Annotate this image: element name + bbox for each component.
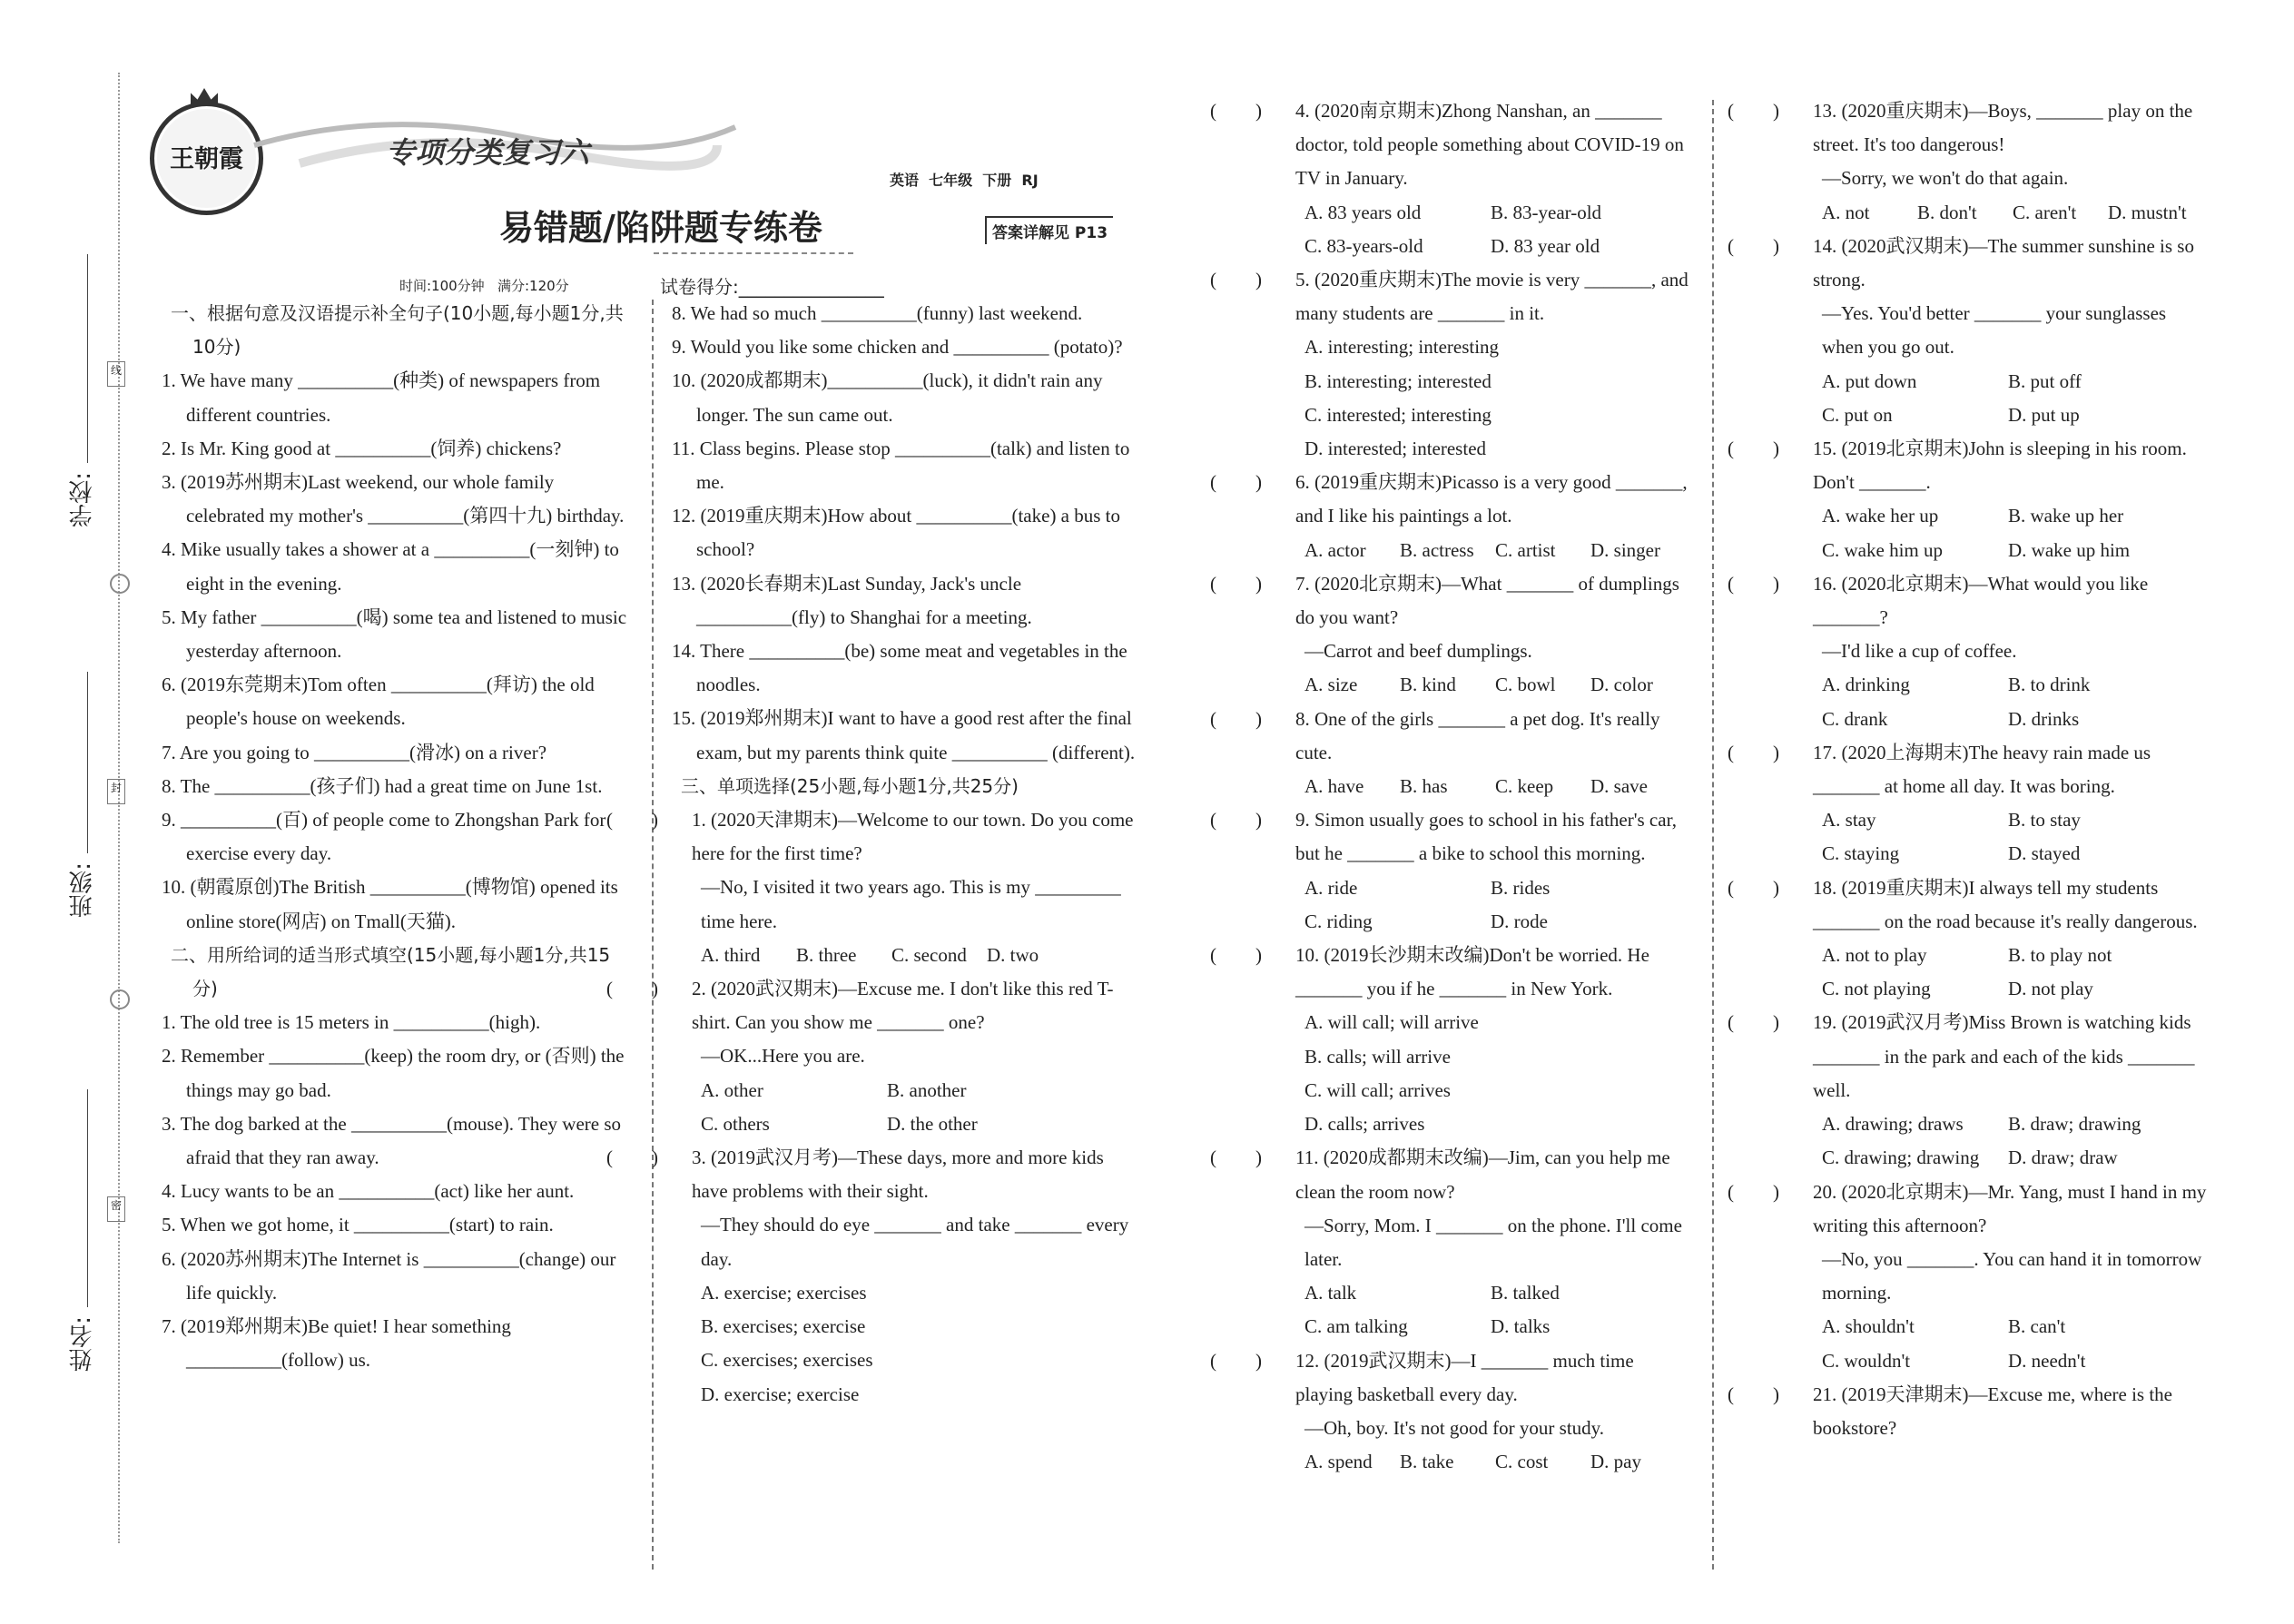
class-underline xyxy=(87,672,88,853)
school-underline xyxy=(87,254,88,463)
dialogue-line: —I'd like a cup of coffee. xyxy=(1822,640,2017,663)
answer-option[interactable]: C. keep xyxy=(1495,775,1554,798)
mcq-text: 16. (2020北京期末)—What would you like _______? xyxy=(1813,572,2149,629)
answer-option[interactable]: B. kind xyxy=(1400,674,1456,696)
answer-option[interactable]: A. not to play xyxy=(1822,944,1927,967)
answer-option[interactable]: D. drinks xyxy=(2008,707,2080,730)
answer-bracket[interactable]: ( ) xyxy=(1728,230,1748,297)
answer-options-row xyxy=(1793,534,2210,567)
test-score-field[interactable]: 试卷得分:________________ xyxy=(660,276,884,298)
answer-bracket-close: ) xyxy=(1773,572,1779,595)
question-item: 13. (2020长春期末)Last Sunday, Jack's uncle __________(fly) to Shanghai for a meeting. xyxy=(672,572,1032,628)
answer-bracket[interactable]: ( ) xyxy=(1210,94,1230,196)
dialogue-line: —They should do eye _______ and take _______ every day. xyxy=(701,1214,1129,1270)
mcq-text: 3. (2019武汉月考)—These days, more and more kids have problems with their sight. xyxy=(692,1147,1104,1203)
answer-option[interactable]: A. spend xyxy=(1305,1451,1373,1473)
answer-bracket[interactable]: ( ) xyxy=(1210,466,1230,533)
answer-bracket[interactable]: ( ) xyxy=(1728,432,1748,499)
answer-option[interactable]: B. to stay xyxy=(2008,809,2081,832)
mcq-text: 11. (2020成都期末改编)—Jim, can you help me clean the room now? xyxy=(1295,1147,1670,1203)
section-heading: 一、根据句意及汉语提示补全句子(10小题,每小题1分,共10分) xyxy=(171,302,624,359)
column-1 xyxy=(162,297,632,1378)
mcq-question xyxy=(1728,432,2210,499)
question-item: 6. (2019东莞期末)Tom often __________(拜访) the old people's house on weekends. xyxy=(162,674,595,730)
column-2 xyxy=(606,297,1142,1412)
answer-option[interactable]: A. third xyxy=(701,943,761,966)
mcq-text: 14. (2020武汉期末)—The summer sunshine is so strong. xyxy=(1813,234,2194,291)
answer-options-row xyxy=(1275,770,1693,803)
question-item: 7. Are you going to __________(滑冰) on a river? xyxy=(162,741,547,763)
answer-option[interactable]: C. interested; interesting xyxy=(1305,403,1492,426)
answer-option[interactable]: A. drawing; draws xyxy=(1822,1113,1964,1136)
answer-options-row xyxy=(1793,837,2210,871)
answer-bracket-close: ) xyxy=(1255,100,1262,122)
column-divider-2 xyxy=(1712,100,1714,1570)
answer-option[interactable]: C. not playing xyxy=(1822,978,1931,1000)
logo-crown-icon xyxy=(191,88,218,104)
answer-bracket[interactable]: ( ) xyxy=(1728,1006,1748,1107)
answer-bracket[interactable]: ( ) xyxy=(1210,1344,1230,1412)
answer-options-row xyxy=(1793,365,2210,399)
mcq-question xyxy=(1210,567,1693,635)
answer-option[interactable]: D. save xyxy=(1590,775,1648,798)
answer-bracket[interactable]: ( ) xyxy=(1210,703,1230,770)
answer-options-row xyxy=(1793,1107,2210,1141)
mcq-question xyxy=(1210,1344,1693,1412)
question-item: 2. Is Mr. King good at __________(饲养) chickens? xyxy=(162,437,562,459)
series-title: 专项分类复习六 xyxy=(386,135,590,170)
question-item: 4. Lucy wants to be an __________(act) like her aunt. xyxy=(162,1180,575,1203)
question-item: 10. (朝霞原创)The British __________(博物馆) opened its online store(网店) on Tmall(天猫). xyxy=(162,876,618,932)
dialogue-line: —No, I visited it two years ago. This is my _________ time here. xyxy=(701,876,1121,932)
answer-option[interactable]: C. exercises; exercises xyxy=(701,1349,873,1372)
answer-reference-box: 答案详解见 P13 xyxy=(985,216,1113,244)
answer-option[interactable]: C. staying xyxy=(1822,842,1900,865)
mcq-text: 20. (2020北京期末)—Mr. Yang, must I hand in my writing this afternoon? xyxy=(1813,1180,2207,1236)
section-heading: 三、单项选择(25小题,每小题1分,共25分) xyxy=(681,774,1019,797)
answer-options-row xyxy=(1275,1445,1693,1479)
answer-option[interactable]: A. size xyxy=(1305,674,1358,696)
answer-option[interactable]: D. singer xyxy=(1590,538,1660,561)
answer-bracket[interactable]: ( ) xyxy=(606,972,626,1039)
answer-option[interactable]: B. wake up her xyxy=(2008,505,2124,527)
answer-option[interactable]: B. don't xyxy=(1917,201,1977,223)
mcq-question xyxy=(1210,939,1693,1006)
answer-options-row xyxy=(1793,703,2210,736)
answer-bracket[interactable]: ( ) xyxy=(1210,567,1230,635)
mcq-question xyxy=(1728,736,2210,803)
question-item: 1. We have many __________(种类) of newspapers from different countries. xyxy=(162,369,601,426)
answer-options-row xyxy=(1275,668,1693,702)
question-item: 11. Class begins. Please stop __________(talk) and listen to me. xyxy=(672,437,1130,494)
mcq-text: 8. One of the girls _______ a pet dog. It's really cute. xyxy=(1295,707,1660,763)
answer-option[interactable]: D. wake up him xyxy=(2008,538,2131,561)
answer-bracket-close: ) xyxy=(1255,809,1262,832)
answer-option[interactable]: D. pay xyxy=(1590,1451,1641,1473)
answer-options-row xyxy=(1793,196,2210,230)
answer-option[interactable]: C. riding xyxy=(1305,910,1373,932)
answer-option[interactable]: B. rides xyxy=(1491,876,1551,899)
answer-option[interactable]: C. am talking xyxy=(1305,1315,1408,1338)
answer-option[interactable]: A. stay xyxy=(1822,809,1876,832)
dialogue-line: —No, you _______. You can hand it in tomorrow morning. xyxy=(1822,1247,2202,1304)
answer-option[interactable]: A. shouldn't xyxy=(1822,1315,1915,1338)
column-divider-1 xyxy=(652,300,654,1570)
question-item: 10. (2020成都期末)__________(luck), it didn't rain any longer. The sun came out. xyxy=(672,369,1103,426)
answer-options-row xyxy=(1275,1276,1693,1310)
mcq-question xyxy=(1210,1141,1693,1208)
answer-bracket[interactable]: ( ) xyxy=(1728,1378,1748,1445)
binding-hole-2 xyxy=(110,989,130,1009)
answer-bracket[interactable]: ( ) xyxy=(1728,94,1748,162)
answer-options-row xyxy=(1793,939,2210,972)
dialogue-line: —Sorry, Mom. I _______ on the phone. I'll come later. xyxy=(1305,1214,1682,1270)
answer-bracket[interactable]: ( ) xyxy=(1728,567,1748,635)
mcq-question xyxy=(1210,803,1693,871)
answer-options-row xyxy=(1793,972,2210,1006)
answer-option[interactable]: B. 83-year-old xyxy=(1491,201,1602,223)
answer-options-row xyxy=(1793,1310,2210,1343)
answer-option[interactable]: D. needn't xyxy=(2008,1349,2086,1372)
answer-option[interactable]: B. interesting; interested xyxy=(1305,369,1492,392)
mcq-question xyxy=(1210,263,1693,330)
question-item: 9. __________(百) of people come to Zhongshan Park for exercise every day. xyxy=(162,809,606,865)
answer-bracket-close: ) xyxy=(652,809,658,832)
mcq-question xyxy=(606,972,1142,1039)
answer-bracket-close: ) xyxy=(1773,1180,1779,1203)
answer-bracket-close: ) xyxy=(652,978,658,1000)
mcq-question xyxy=(1210,703,1693,770)
answer-bracket[interactable]: ( ) xyxy=(1210,1141,1230,1208)
answer-options-row xyxy=(1793,803,2210,837)
mcq-question xyxy=(1728,1006,2210,1107)
answer-bracket[interactable]: ( ) xyxy=(606,803,626,871)
section-heading: 二、用所给词的适当形式填空(15小题,每小题1分,共15分) xyxy=(171,943,611,1000)
answer-bracket-close: ) xyxy=(1255,1147,1262,1169)
question-item: 7. (2019郑州期末)Be quiet! I hear something __________(follow) us. xyxy=(162,1315,511,1372)
dialogue-line: —Carrot and beef dumplings. xyxy=(1305,640,1532,663)
question-item: 1. The old tree is 15 meters in __________(high). xyxy=(162,1011,541,1034)
mcq-question xyxy=(1728,567,2210,635)
dialogue-line: —Oh, boy. It's not good for your study. xyxy=(1305,1416,1605,1439)
mcq-text: 10. (2019长沙期末改编)Don't be worried. He _______ you if he _______ in New York. xyxy=(1295,944,1649,1000)
answer-option[interactable]: D. interested; interested xyxy=(1305,438,1487,460)
mcq-text: 13. (2020重庆期末)—Boys, _______ play on the street. It's too dangerous! xyxy=(1813,100,2193,156)
answer-option[interactable]: C. artist xyxy=(1495,538,1556,561)
mcq-text: 19. (2019武汉月考)Miss Brown is watching kids _______ in the park and each of the kids _______ well. xyxy=(1813,1011,2195,1101)
answer-option[interactable]: B. can't xyxy=(2008,1315,2066,1338)
answer-option[interactable]: C. 83-years-old xyxy=(1305,234,1423,257)
answer-bracket[interactable]: ( ) xyxy=(1210,939,1230,1006)
seal-box-line: 线 xyxy=(107,361,125,387)
mcq-question xyxy=(1728,1378,2210,1445)
mcq-text: 18. (2019重庆期末)I always tell my students _______ on the road because it's really dangerous. xyxy=(1813,876,2198,932)
answer-bracket-close: ) xyxy=(1255,707,1262,730)
answer-option[interactable]: B. has xyxy=(1400,775,1448,798)
name-underline xyxy=(87,1089,88,1307)
binding-hole-1 xyxy=(110,574,130,594)
answer-option[interactable]: C. aren't xyxy=(2013,201,2077,223)
answer-option[interactable]: A. 83 years old xyxy=(1305,201,1422,223)
answer-bracket-close: ) xyxy=(652,1147,658,1169)
answer-bracket[interactable]: ( ) xyxy=(1210,263,1230,330)
answer-option[interactable]: D. rode xyxy=(1491,910,1548,932)
answer-option[interactable]: B. another xyxy=(887,1078,967,1101)
question-item: 12. (2019重庆期末)How about __________(take) a bus to school? xyxy=(672,505,1121,561)
answer-bracket[interactable]: ( ) xyxy=(1210,803,1230,871)
answer-option[interactable]: D. the other xyxy=(887,1112,978,1135)
mcq-text: 12. (2019武汉期末)—I _______ much time playing basketball every day. xyxy=(1295,1349,1634,1405)
mcq-text: 6. (2019重庆期末)Picasso is a very good _______, and I like his paintings a lot. xyxy=(1295,471,1688,527)
answer-option[interactable]: A. talk xyxy=(1305,1282,1357,1304)
answer-option[interactable]: D. two xyxy=(987,943,1039,966)
answer-option[interactable]: B. calls; will arrive xyxy=(1305,1045,1451,1068)
answer-option[interactable]: C. will call; arrives xyxy=(1305,1078,1451,1101)
answer-option[interactable]: B. exercises; exercise xyxy=(701,1315,866,1338)
answer-option[interactable]: A. interesting; interesting xyxy=(1305,336,1500,359)
answer-bracket-close: ) xyxy=(1773,234,1779,257)
answer-option[interactable]: A. wake her up xyxy=(1822,505,1939,527)
answer-option[interactable]: D. color xyxy=(1590,674,1653,696)
answer-option[interactable]: D. talks xyxy=(1491,1315,1551,1338)
answer-options-row xyxy=(672,939,1142,972)
answer-bracket-close: ) xyxy=(1255,944,1262,967)
answer-options-row xyxy=(1275,871,1693,905)
seal-box-seal: 封 xyxy=(107,779,125,804)
answer-option[interactable]: A. other xyxy=(701,1078,763,1101)
question-item: 5. My father __________(喝) some tea and listened to music yesterday afternoon. xyxy=(162,605,627,663)
question-item: 3. The dog barked at the __________(mouse). They were so afraid that they ran away. xyxy=(162,1112,622,1169)
answer-option[interactable]: B. talked xyxy=(1491,1282,1560,1304)
answer-option[interactable]: C. wouldn't xyxy=(1822,1349,1911,1372)
answer-bracket-close: ) xyxy=(1773,1011,1779,1034)
answer-options-row xyxy=(1793,1141,2210,1175)
answer-option[interactable]: D. not play xyxy=(2008,978,2093,1000)
answer-options-row xyxy=(1275,534,1693,567)
answer-bracket-close: ) xyxy=(1773,876,1779,899)
question-item: 9. Would you like some chicken and __________ (potato)? xyxy=(672,336,1123,359)
answer-option[interactable]: A. have xyxy=(1305,775,1364,798)
mcq-text: 5. (2020重庆期末)The movie is very _______, and many students are _______ in it. xyxy=(1295,269,1689,325)
answer-option[interactable]: D. put up xyxy=(2008,403,2080,426)
answer-option[interactable]: D. stayed xyxy=(2008,842,2081,865)
mcq-question xyxy=(1728,1176,2210,1243)
mcq-text: 1. (2020天津期末)—Welcome to our town. Do you come here for the first time? xyxy=(692,809,1134,865)
answer-option[interactable]: C. drawing; drawing xyxy=(1822,1147,1980,1169)
question-item: 8. We had so much __________(funny) last weekend. xyxy=(672,302,1083,324)
answer-options-row xyxy=(1793,399,2210,432)
answer-bracket-close: ) xyxy=(1255,471,1262,494)
answer-option[interactable]: C. wake him up xyxy=(1822,538,1943,561)
answer-options-row xyxy=(672,1107,1142,1141)
answer-option[interactable]: B. to drink xyxy=(2008,674,2091,696)
dialogue-line: —Yes. You'd better _______ your sunglasses when you go out. xyxy=(1822,302,2167,359)
mcq-text: 21. (2019天津期末)—Excuse me, where is the bookstore? xyxy=(1813,1383,2172,1439)
answer-option[interactable]: C. second xyxy=(891,943,967,966)
mcq-question xyxy=(1728,94,2210,162)
answer-bracket[interactable]: ( ) xyxy=(606,1141,626,1208)
answer-option[interactable]: D. exercise; exercise xyxy=(701,1383,860,1405)
answer-option[interactable]: A. not xyxy=(1822,201,1870,223)
mcq-text: 2. (2020武汉期末)—Excuse me. I don't like this red T-shirt. Can you show me _______ one? xyxy=(692,978,1114,1034)
answer-option[interactable]: B. take xyxy=(1400,1451,1454,1473)
mcq-text: 4. (2020南京期末)Zhong Nanshan, an _______ doctor, told people something about COVID-19 on TV in January. xyxy=(1295,100,1684,190)
question-item: 15. (2019郑州期末)I want to have a good rest after the final exam, but my parents think quite __________ (different). xyxy=(672,707,1136,763)
answer-option[interactable]: A. actor xyxy=(1305,538,1366,561)
dialogue-line: —Sorry, we won't do that again. xyxy=(1822,167,2069,190)
mcq-question xyxy=(1210,466,1693,533)
answer-options-row xyxy=(1793,499,2210,533)
mcq-question xyxy=(606,1141,1142,1208)
question-item: 8. The __________(孩子们) had a great time on June 1st. xyxy=(162,774,603,797)
mcq-text: 7. (2020北京期末)—What _______ of dumplings do you want? xyxy=(1295,572,1679,629)
main-title: 易错题/陷阱题专练卷 xyxy=(499,207,822,248)
answer-bracket-close: ) xyxy=(1773,1383,1779,1405)
binding-dotted-line xyxy=(118,73,120,1543)
answer-option[interactable]: C. drank xyxy=(1822,707,1888,730)
answer-bracket-close: ) xyxy=(1773,438,1779,460)
answer-options-row xyxy=(672,1074,1142,1107)
answer-bracket-close: ) xyxy=(1255,1349,1262,1372)
answer-option[interactable]: C. bowl xyxy=(1495,674,1556,696)
mcq-text: 15. (2019北京期末)John is sleeping in his room. Don't _______. xyxy=(1813,438,2187,494)
mcq-text: 9. Simon usually goes to school in his father's car, but he _______ a bike to school this morning. xyxy=(1295,809,1677,865)
class-label: 班级: xyxy=(69,862,96,918)
answer-bracket-close: ) xyxy=(1773,741,1779,763)
answer-option[interactable]: A. will call; will arrive xyxy=(1305,1011,1479,1034)
answer-option[interactable]: A. ride xyxy=(1305,876,1358,899)
dialogue-line: —OK...Here you are. xyxy=(701,1045,865,1068)
question-item: 5. When we got home, it __________(start) to rain. xyxy=(162,1214,554,1236)
column-3 xyxy=(1210,94,1693,1479)
answer-bracket-close: ) xyxy=(1773,100,1779,122)
mcq-question xyxy=(606,803,1142,871)
mcq-question xyxy=(1728,871,2210,939)
answer-options-row xyxy=(1275,196,1693,230)
name-label: 姓名: xyxy=(69,1316,96,1372)
answer-options-row xyxy=(1793,1344,2210,1378)
answer-option[interactable]: C. others xyxy=(701,1112,770,1135)
answer-option[interactable]: C. put on xyxy=(1822,403,1893,426)
seal-box-secret: 密 xyxy=(107,1196,125,1222)
answer-bracket[interactable]: ( ) xyxy=(1728,1176,1748,1243)
answer-option[interactable]: D. mustn't xyxy=(2108,201,2187,223)
answer-options-row xyxy=(1275,1310,1693,1343)
mcq-question xyxy=(1728,230,2210,297)
answer-option[interactable]: A. put down xyxy=(1822,369,1917,392)
mcq-question xyxy=(1210,94,1693,196)
answer-option[interactable]: B. draw; drawing xyxy=(2008,1113,2141,1136)
question-item: 6. (2020苏州期末)The Internet is __________(change) our life quickly. xyxy=(162,1247,616,1304)
column-4 xyxy=(1728,94,2210,1445)
question-item: 3. (2019苏州期末)Last weekend, our whole family celebrated my mother's __________(第四十九) birthday. xyxy=(162,471,625,527)
answer-option[interactable]: A. exercise; exercises xyxy=(701,1281,867,1304)
answer-option[interactable]: A. drinking xyxy=(1822,674,1910,696)
answer-option[interactable]: D. 83 year old xyxy=(1491,234,1600,257)
question-item: 2. Remember __________(keep) the room dry, or (否则) the things may go bad. xyxy=(162,1045,625,1101)
answer-bracket-close: ) xyxy=(1255,269,1262,291)
answer-options-row xyxy=(1793,668,2210,702)
answer-options-row xyxy=(1275,230,1693,263)
question-item: 4. Mike usually takes a shower at a __________(一刻钟) to eight in the evening. xyxy=(162,538,619,595)
answer-bracket[interactable]: ( ) xyxy=(1728,736,1748,803)
question-item: 14. There __________(be) some meat and vegetables in the noodles. xyxy=(672,640,1127,696)
answer-bracket-close: ) xyxy=(1255,572,1262,595)
answer-option[interactable]: B. to play not xyxy=(2008,944,2112,967)
time-score: 时间:100分钟 满分:120分 xyxy=(399,278,569,294)
mcq-text: 17. (2020上海期末)The heavy rain made us _______ at home all day. It was boring. xyxy=(1813,741,2151,798)
answer-option[interactable]: B. actress xyxy=(1400,538,1474,561)
answer-options-row xyxy=(1275,905,1693,939)
answer-option[interactable]: D. calls; arrives xyxy=(1305,1113,1425,1136)
answer-bracket[interactable]: ( ) xyxy=(1728,871,1748,939)
answer-option[interactable]: B. three xyxy=(796,943,857,966)
answer-option[interactable]: C. cost xyxy=(1495,1451,1549,1473)
logo-text: 王朝霞 xyxy=(170,145,243,173)
subject-meta: 英语 七年级 下册 RJ xyxy=(890,172,1039,189)
answer-option[interactable]: D. draw; draw xyxy=(2008,1147,2118,1169)
title-underline-dashed xyxy=(654,252,853,254)
answer-option[interactable]: B. put off xyxy=(2008,369,2082,392)
school-label: 学校: xyxy=(69,472,96,527)
